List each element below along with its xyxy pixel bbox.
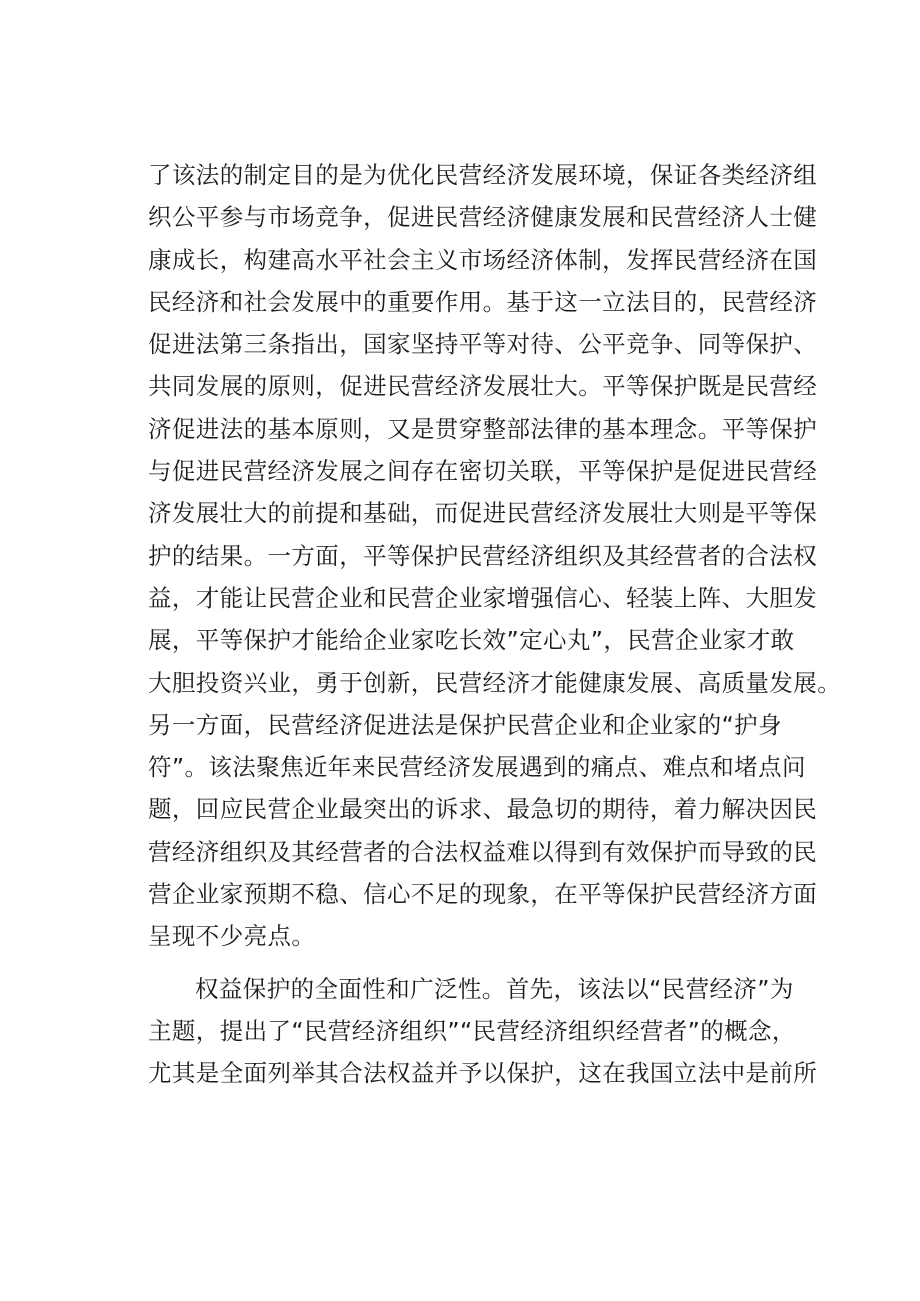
text-line: 主题，提出了“民营经济组织”“民营经济组织经营者”的概念，: [148, 1016, 796, 1045]
text-line: 济发展壮大的前提和基础，而促进民营经济发展壮大则是平等保: [148, 499, 818, 528]
text-line: 符”。该法聚焦近年来民营经济发展遇到的痛点、难点和堵点问: [148, 753, 806, 782]
text-line: 营企业家预期不稳、信心不足的现象，在平等保护民营经济方面: [148, 880, 818, 909]
text-line: 织公平参与市场竞争，促进民营经济健康发展和民营经济人士健: [148, 203, 818, 232]
body-text: [148, 154, 842, 1095]
text-line: 共同发展的原则，促进民营经济发展壮大。平等保护既是民营经: [148, 372, 818, 401]
text-line: 另一方面，民营经济促进法是保护民营企业和企业家的“护身: [148, 710, 782, 739]
text-line: 权益保护的全面性和广泛性。首先，该法以“民营经济”为: [195, 974, 794, 1003]
text-line: 了该法的制定目的是为优化民营经济发展环境，保证各类经济组: [148, 161, 818, 189]
paragraph-1: [148, 154, 842, 958]
text-line: 护的结果。一方面，平等保护民营经济组织及其经营者的合法权: [148, 541, 818, 570]
text-line: 大胆投资兴业，勇于创新，民营经济才能健康发展、高质量发展。: [148, 668, 842, 697]
paragraph-gap: [148, 958, 808, 968]
text-line: 尤其是全面列举其合法权益并予以保护，这在我国立法中是前所: [148, 1059, 818, 1088]
text-line: 促进法第三条指出，国家坚持平等对待、公平竞争、同等保护、: [148, 330, 818, 359]
text-line: 呈现不少亮点。: [148, 922, 316, 951]
text-line: 与促进民营经济发展之间存在密切关联，平等保护是促进民营经: [148, 457, 818, 486]
text-line: 民经济和社会发展中的重要作用。基于这一立法目的，民营经济: [148, 287, 818, 316]
text-line: 展，平等保护才能给企业家吃长效”定心丸”，民营企业家才敢: [148, 626, 795, 655]
text-line: 济促进法的基本原则，又是贯穿整部法律的基本理念。平等保护: [148, 414, 818, 443]
text-line: 益，才能让民营企业和民营企业家增强信心、轻装上阵、大胆发: [148, 583, 818, 612]
text-line: 题，回应民营企业最突出的诉求、最急切的期待，着力解决因民: [148, 795, 818, 824]
text-line: 营经济组织及其经营者的合法权益难以得到有效保护而导致的民: [148, 837, 818, 866]
text-line: 康成长，构建高水平社会主义市场经济体制，发挥民营经济在国: [148, 245, 818, 274]
paragraph-2: [148, 968, 818, 1095]
